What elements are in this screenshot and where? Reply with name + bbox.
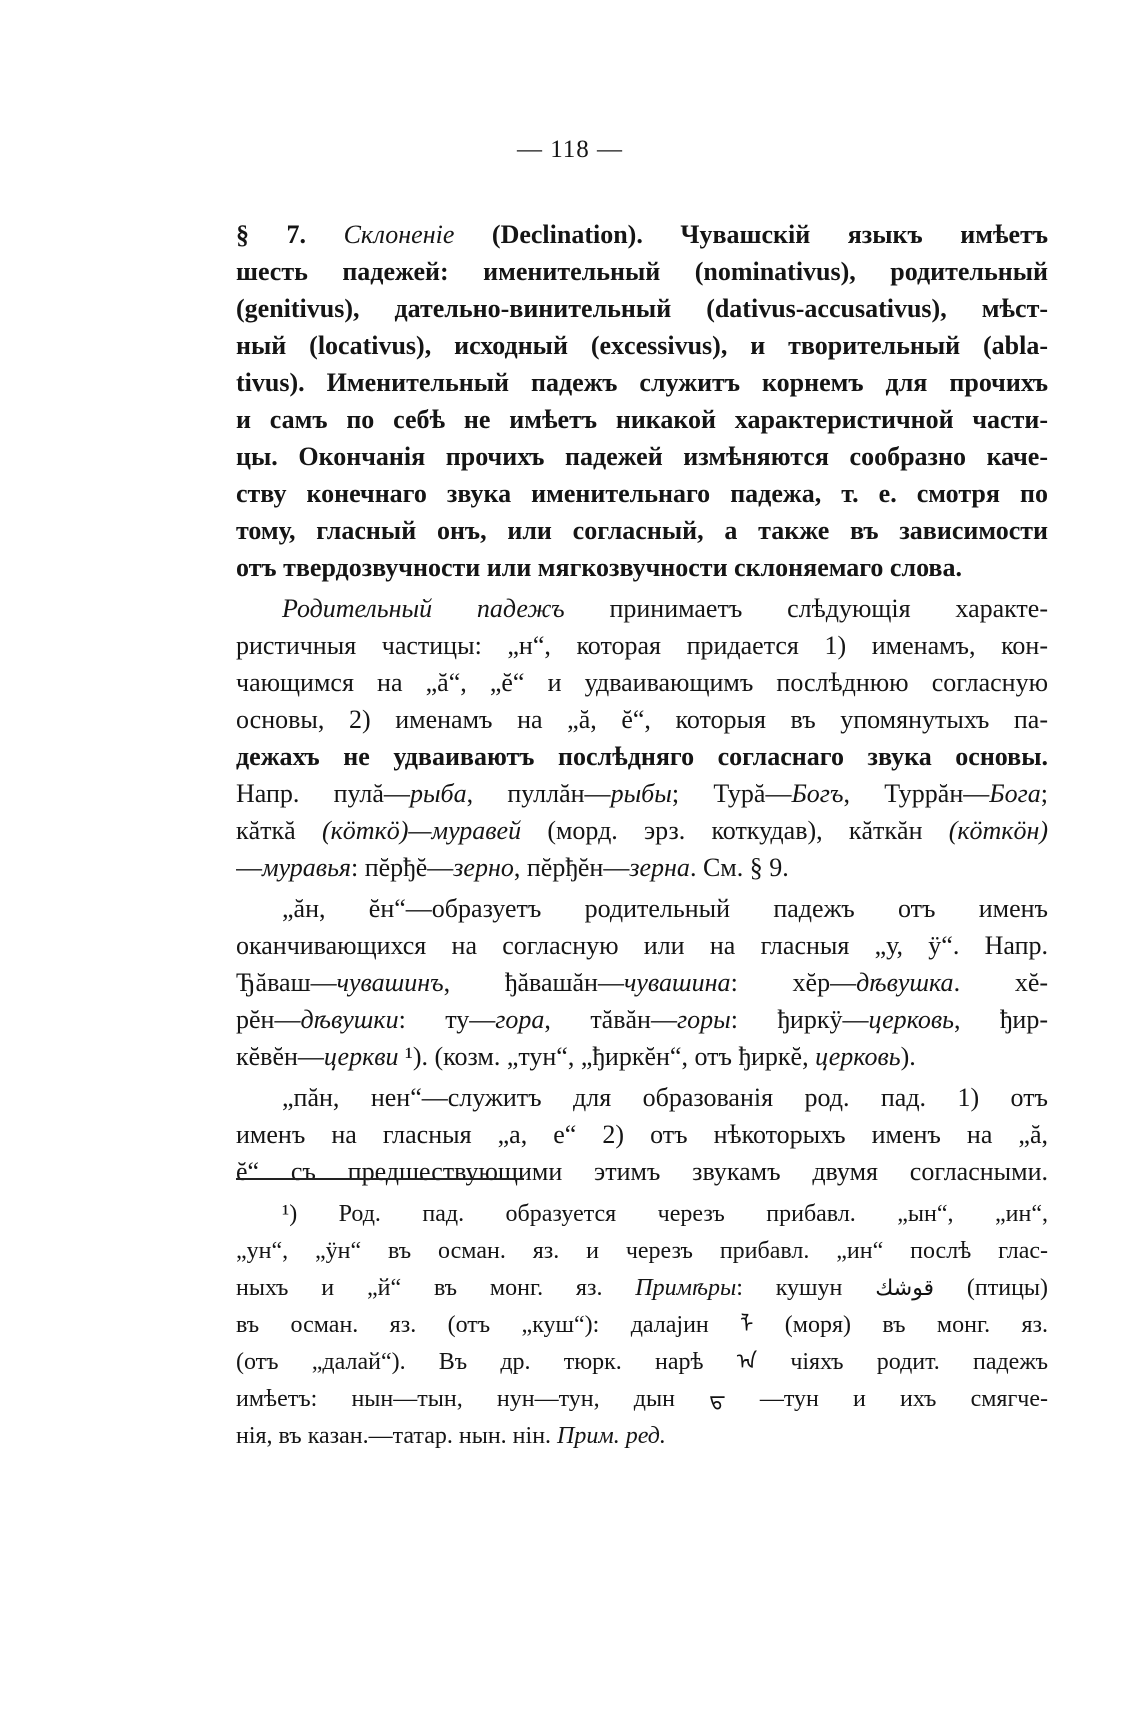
gloss: рыбы	[610, 779, 672, 808]
page-number: — 118 —	[516, 136, 624, 163]
text-span: ;	[1040, 779, 1048, 808]
gloss: дѣвушка	[856, 968, 954, 997]
arabic-script-glyph: قوشك	[875, 1276, 935, 1301]
text-span: (моря) въ монг. яз.	[784, 1312, 1048, 1338]
paragraph-3-line: „ăн, ĕн“—образуетъ родительный падежъ отъ именъ	[282, 894, 1048, 923]
text-span: чіяхъ родит. падежъ	[790, 1349, 1048, 1375]
text-span: (морд. эрз. коткудав),	[547, 816, 823, 845]
text-span: въ осман. яз. (отъ „куш“): далаjин	[236, 1312, 709, 1338]
text-span: ¹). (козм. „тун“, „ђиркĕн“, отъ ђиркĕ,	[405, 1042, 809, 1071]
gloss: чувашина	[623, 968, 731, 997]
paragraph-3-line	[236, 964, 1048, 1001]
gloss: чувашинъ	[336, 968, 444, 997]
text-span: , пуллăн—	[466, 779, 611, 808]
text-span: нія, въ казан.—татар. нын. нін.	[236, 1423, 552, 1449]
paragraph-4-line: ĕ“ съ предшествующими этимъ звукамъ двумя согласными.	[236, 1157, 1048, 1186]
gloss: рыба	[409, 779, 467, 808]
paragraph-1-line	[236, 216, 1048, 253]
paragraph-3-line	[236, 1038, 1048, 1075]
paragraph-2-line	[236, 775, 1048, 812]
mongolian-script-glyph: ᠯ	[740, 1313, 754, 1338]
footnote	[236, 1196, 1048, 1455]
paragraph-1-line: тому, гласный онъ, или согласный, а также въ зависимости	[236, 516, 1048, 545]
term-genitive: Родительный падежъ	[282, 594, 565, 623]
paragraph-2-line: ристичныя частицы: „н“, которая придается 1) именамъ, кон-	[236, 631, 1048, 660]
gloss: (кöткö)	[321, 816, 409, 845]
paragraph-1-line: (genitivus), дательно-винительный (dativus-accusativus), мѣст-	[236, 294, 1048, 323]
paragraph-3-line	[236, 1001, 1048, 1038]
footnote-line	[236, 1381, 1048, 1418]
paragraph-1-line: tivus). Именительный падежъ служитъ корнемъ для прочихъ	[236, 368, 1048, 397]
text-span: —тун и ихъ смягче-	[759, 1386, 1048, 1412]
text-span: , ђир-	[953, 1005, 1048, 1034]
gloss: церковь	[815, 1042, 901, 1071]
text-span: имѣетъ: нын—тын, нун—тун, дын	[236, 1386, 675, 1412]
paragraph-2-line: дежахъ не удваиваютъ послѣдняго согласнаго звука основы.	[236, 742, 1048, 771]
paragraph-2-line: основы, 2) именамъ на „ă, ĕ“, которыя въ упомянутыхъ па-	[236, 705, 1048, 734]
footnote-line	[236, 1270, 1048, 1307]
text-span: —	[236, 853, 262, 882]
gloss: Богъ	[791, 779, 844, 808]
text-span: (птицы)	[966, 1275, 1048, 1301]
footnote-divider	[236, 1178, 524, 1180]
gloss: церковь	[868, 1005, 954, 1034]
paragraph-1-line: и самъ по себѣ не имѣетъ никакой характеристичной части-	[236, 405, 1048, 434]
text-span: принимаетъ слѣдующія характе-	[609, 594, 1048, 623]
text-span: (отъ „далай“). Въ др. тюрк. нарѣ	[236, 1349, 704, 1375]
text-span: Ђăваш—	[236, 968, 337, 997]
footnote-line: ¹) Род. пад. образуется черезъ прибавл. „ын“, „ин“,	[282, 1201, 1048, 1227]
main-text	[236, 216, 1048, 1190]
text-span: ; Турă—	[671, 779, 792, 808]
text-span: : кушун	[736, 1275, 843, 1301]
gloss: зерно	[453, 853, 514, 882]
paragraph-2-line	[236, 590, 1048, 627]
text-span: : ту—	[398, 1005, 496, 1034]
gloss: дѣвушки	[300, 1005, 399, 1034]
paragraph-1-line: отъ твердозвучности или мягкозвучности склоняемаго слова.	[236, 553, 962, 582]
paragraph-1-line: цы. Окончанія прочихъ падежей измѣняются сообразно каче-	[236, 442, 1048, 471]
text-span: кăткă	[236, 816, 296, 845]
paragraph-1-line: ный (locativus), исходный (excessivus), и творительный (abla-	[236, 331, 1048, 360]
text-span: (Declination). Чувашскій языкъ имѣетъ	[491, 220, 1048, 249]
gloss: церкви	[323, 1042, 399, 1071]
gloss: Бога	[989, 779, 1041, 808]
section-title: Склоненіе	[343, 220, 455, 249]
text-span: : пĕрђĕ—	[351, 853, 454, 882]
text-span: , ђăвашăн—	[443, 968, 624, 997]
paragraph-2-line	[236, 812, 1048, 849]
text-span: . См. § 9.	[689, 853, 789, 882]
paragraph-4-line: „пăн, нен“—служитъ для образованія род. пад. 1) отъ	[282, 1083, 1048, 1112]
text-span: ).	[900, 1042, 916, 1071]
text-span: ныхъ и „й“ въ монг. яз.	[236, 1275, 603, 1301]
text-span: , Туррăн—	[843, 779, 990, 808]
footnote-line	[236, 1307, 1048, 1344]
text-span: , тăвăн—	[544, 1005, 677, 1034]
section-number: § 7.	[236, 220, 307, 249]
footnote-line: „ун“, „ÿн“ въ осман. яз. и черезъ прибавл. „ин“ послѣ глас-	[236, 1238, 1048, 1264]
gloss: (кöткöн)	[948, 816, 1048, 845]
text-span: рĕн—	[236, 1005, 301, 1034]
gloss: муравья	[262, 853, 351, 882]
paragraph-2-line: чающимся на „ă“, „ĕ“ и удваивающимъ послѣднюю согласную	[236, 668, 1048, 697]
gloss: —муравей	[408, 816, 522, 845]
gloss: зерна	[629, 853, 690, 882]
footnote-line	[236, 1344, 1048, 1381]
text-span: Напр. пулă—	[236, 779, 410, 808]
editor-note: Прим. ред.	[557, 1423, 666, 1449]
paragraph-1-line: ству конечнаго звука именительнаго падежа, т. е. смотря по	[236, 479, 1048, 508]
paragraph-1-line: шесть падежей: именительный (nominativus), родительный	[236, 257, 1048, 286]
text-span: : ђиркÿ—	[730, 1005, 869, 1034]
paragraph-3-line: оканчивающихся на согласную или на гласныя „у, ÿ“. Напр.	[236, 931, 1048, 960]
footnote-line	[236, 1418, 1048, 1455]
mongolian-script-glyph: ᠳ	[709, 1387, 726, 1412]
gloss: гора	[495, 1005, 545, 1034]
text-span: , пĕрђĕн—	[513, 853, 630, 882]
text-span: : хĕр—	[730, 968, 857, 997]
examples-label: Примѣры	[635, 1275, 737, 1301]
paragraph-4-line: именъ на гласныя „а, е“ 2) отъ нѣкоторыхъ именъ на „ă,	[236, 1120, 1048, 1149]
gloss: горы	[676, 1005, 731, 1034]
text-span: . хĕ-	[953, 968, 1048, 997]
mongolian-script-glyph: ᠠ	[736, 1350, 758, 1375]
text-span: кĕвĕн—	[236, 1042, 324, 1071]
paragraph-2-line	[236, 849, 1048, 886]
text-span: кăткăн	[848, 816, 923, 845]
